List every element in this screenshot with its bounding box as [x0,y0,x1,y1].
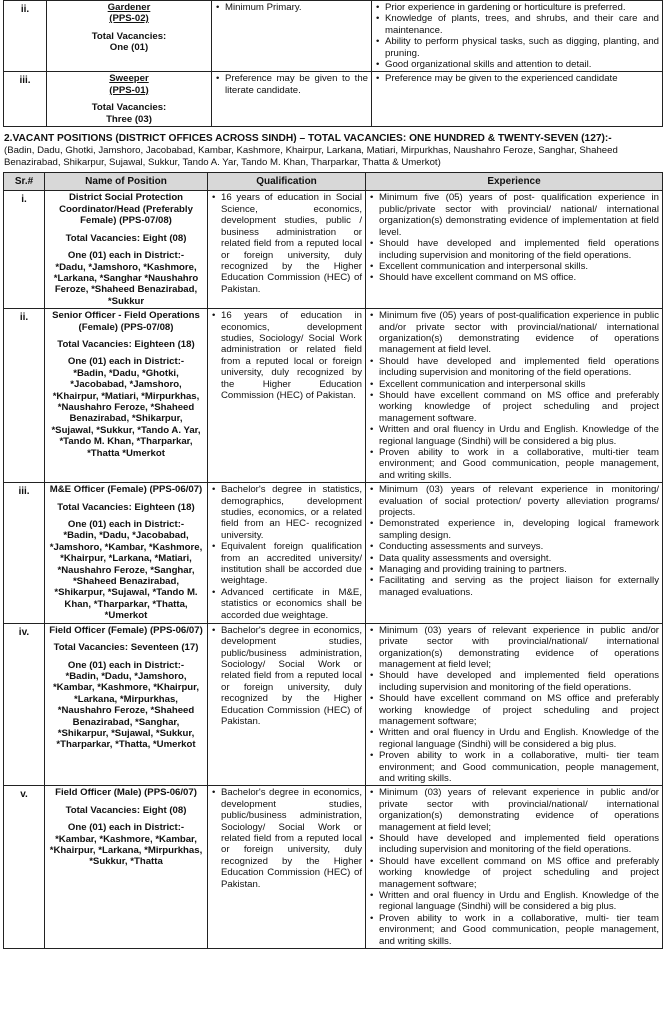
experience-item: • Demonstrated experience in, developing logical framework sampling design. [369,518,659,541]
experience-item: • Should have developed and implemented field operations including supervision and monitoring of the field operations. [369,356,659,379]
top-positions-body [4,1,663,127]
experience-item: • Excellent communication and interpersonal skills [369,379,659,390]
district-label: One (01) each in District:- [67,356,185,368]
position-title: District Social Protection Coordinator/Head (Preferably Female) (PPS-07/08) [59,192,193,227]
district-label: One (01) each in District:- [67,250,185,262]
position-title: Gardener [107,2,151,13]
row-sr: v. [4,786,45,949]
experience-cell [366,309,663,483]
district-list: *Badin, *Dadu, *Ghotki, *Jacobabad, *Jamshoro, *Khairpur, *Matiari, *Mirpurkhas, *Naushahro Feroze, *Shaheed Benazirabad, *Shikarpur, *Sujawal, *Sukkur, *Tando A. Yar, *Tando M. Khan, *Tharparkar, *Thatta *Umerkot [51,367,201,459]
experience-item-list [375,73,659,84]
vacancies-count: Total Vacancies: Eight (08) [65,804,187,816]
table-row [4,786,663,949]
row-sr: i. [4,191,45,309]
experience-item: • Minimum (03) years of relevant experience in public and/or private sector with provincial/national/ international organization(s) demonstrating evidence of operations management at field level; [369,625,659,671]
district-positions-table [3,172,663,949]
table-row [4,72,663,127]
row-sr: ii. [4,309,45,483]
table-row [4,1,663,72]
vacancies-value: One (01) [109,42,149,54]
experience-item: • Minimum five (05) years of post- qualification experience in public/private sector with provincial/ national/ international organization(s) demonstrating evidence of implementation at field level. [369,192,659,238]
position-cell [47,1,212,72]
experience-item: • Should have excellent command on MS office and preferably working knowledge of project scheduling and project management software; [369,693,659,727]
experience-item-list [369,484,659,598]
table-row [4,309,663,483]
experience-cell [372,72,663,127]
experience-item: • Excellent communication and interpersonal skills. [369,261,659,272]
table-row [4,483,663,623]
experience-item-list [369,787,659,947]
position-cell [47,72,212,127]
experience-item-list [375,2,659,70]
experience-cell [366,191,663,309]
position-cell [45,309,208,483]
header-position: Name of Position [45,173,208,191]
experience-cell [366,483,663,623]
experience-item: • Should have excellent command on MS office and preferably working knowledge of project scheduling and project management software; [369,856,659,890]
position-title: M&E Officer (Female) (PPS-06/07) [49,484,203,496]
experience-cell [372,1,663,72]
experience-item: • Minimum (03) years of relevant experience in monitoring/ evaluation of social protection/ poverty alleviation programs/ projects. [369,484,659,518]
position-title: Senior Officer - Field Operations (Female) (PPS-07/08) [52,310,200,333]
position-cell [45,623,208,786]
experience-item: • Proven ability to work in a collaborative, multi- tier team environment; and Good communication, people management, and writing skills. [369,913,659,947]
qualification-item-list [211,192,362,295]
qualification-item-list [211,625,362,728]
section-2-title: 2.VACANT POSITIONS (DISTRICT OFFICES ACROSS SINDH) – TOTAL VACANCIES: ONE HUNDRED & TWENTY-SEVEN (127):- [4,133,612,145]
qualification-item-list [211,787,362,890]
experience-item: • Should have excellent command on MS office. [369,272,659,283]
experience-item: • Should have developed and implemented field operations including supervision and monitoring of the field operations. [369,670,659,693]
experience-item-list [369,192,659,283]
experience-item-list [369,625,659,785]
position-title: Sweeper [109,73,149,85]
experience-item: • Should have developed and implemented field operations including supervision and monitoring of the field operations. [369,833,659,856]
district-label: One (01) each in District:- [67,519,185,531]
position-cell [45,786,208,949]
qualification-item: • Bachelor's degree in economics, development studies, public/business administration, Sociology/ Social Work or related field from a reputed local or foreign university, duly recognized by the Higher Education Commission (HEC) of Pakistan. [211,625,362,728]
experience-item: • Minimum (03) years of relevant experience in public and/or private sector with provincial/national/ international organization(s) demonstrating evidence of operations management at field level; [369,787,659,833]
qualification-item: • Bachelor's degree in economics, development studies, public/business administration, Sociology/ Social Work or related field from a reputed local or foreign university, duly recognized by the Higher Education Commission (HEC) of Pakistan. [211,787,362,890]
experience-item: • Minimum five (05) years of post-qualification experience in public and/or private sector with provincial/national/ international organization(s) demonstrating evidence of operations management at field level. [369,310,659,356]
header-experience: Experience [366,173,663,191]
qualification-item: • 16 years of education in Social Science, economics, development studies, public / business administration or related field from a reputed local or foreign university, duly recognized by the Higher Education Commission (HEC) of Pakistan. [211,192,362,295]
experience-cell [366,786,663,949]
experience-item: • Prior experience in gardening or horticulture is preferred. [375,2,659,13]
vacancies-value: Three (03) [106,113,152,125]
qualification-cell [208,623,366,786]
qualification-item-list [215,2,368,13]
qualification-cell [208,483,366,623]
table-row [4,191,663,309]
experience-item: • Should have excellent command on MS office and preferably working knowledge of project scheduling and project management software. [369,390,659,424]
qualification-item: • Bachelor's degree in statistics, demographics, development studies, economics, or a related field from an HEC- recognized university. [211,484,362,541]
district-list: *Dadu, *Jamshoro, *Kashmore, *Larkana, *Sanghar *Naushahro Feroze, *Shaheed Benazirabad, *Sukkur [53,261,199,307]
vacancies-count: Total Vacancies: Seventeen (17) [53,642,199,654]
qualification-item: • Equivalent foreign qualification from an accredited university/ institution shall be accorded due weightage. [211,541,362,587]
experience-item-list [369,310,659,481]
district-list: *Badin, *Dadu, *Jacobabad, *Jamshoro, *Kambar, *Kashmore, *Khairpur, *Larkana, *Matiari, *Naushahro Feroze, *Sanghar, *Shaheed Benazirabad, *Shikarpur, *Sujawal, *Tando M. Khan, *Tharparkar, *Thatta, *Umerkot [49,530,203,622]
qualification-item: • Minimum Primary. [215,2,368,13]
district-label: One (01) each in District:- [67,659,185,671]
row-sr: ii. [4,1,47,72]
qualification-item: • Preference may be given to the literate candidate. [215,73,368,96]
vacancies-label: Total Vacancies: [91,102,167,114]
experience-item: • Preference may be given to the experienced candidate [375,73,659,84]
position-code: (PPS-01) [109,84,149,96]
qualification-cell [208,309,366,483]
experience-cell [366,623,663,786]
experience-item: • Written and oral fluency in Urdu and English. Knowledge of the regional language (Sindhi) will be considered a big plus. [369,424,659,447]
experience-item: • Facilitating and serving as the project liaison for externally managed evaluations. [369,575,659,598]
top-positions-table [3,0,663,127]
vacancies-label: Total Vacancies: [91,30,167,42]
qualification-item: • 16 years of education in economics, development studies, Sociology/ Social Work administration or related field from a reputed local or foreign university, duly recognized by the Higher Education Commission (HEC) of Pakistan. [211,310,362,401]
experience-item: • Good organizational skills and attention to detail. [375,59,659,70]
row-sr: iii. [4,483,45,623]
experience-item: • Ability to perform physical tasks, such as digging, planting, and pruning. [375,36,659,59]
position-title: Field Officer (Female) (PPS-06/07) [49,624,203,636]
position-cell [45,191,208,309]
qualification-item: • Advanced certificate in M&E, statistics or economics shall be accorded due weightage. [211,587,362,621]
qualification-cell [208,191,366,309]
qualification-item-list [211,484,362,621]
experience-item: • Proven ability to work in a collaborative, multi- tier team environment; and Good communication, people management, and writing skills. [369,750,659,784]
district-positions-body [4,191,663,949]
position-cell [45,483,208,623]
experience-item: • Proven ability to work in a collaborative, multi-tier team environment; and Good communication, people management, and writing skills. [369,447,659,481]
vacancies-count: Total Vacancies: Eight (08) [65,232,187,244]
qualification-cell [212,1,372,72]
header-qualification: Qualification [208,173,366,191]
experience-item: • Managing and providing training to partners. [369,564,659,575]
district-list: *Kambar, *Kashmore, *Kambar, *Khairpur, *Larkana, *Mirpurkhas, *Sukkur, *Thatta [49,833,203,868]
experience-item: • Conducting assessments and surveys. [369,541,659,552]
position-title: Field Officer (Male) (PPS-06/07) [55,787,197,799]
qualification-item-list [211,310,362,401]
experience-item: • Should have developed and implemented field operations including supervision and monitoring of the field operations. [369,238,659,261]
experience-item: • Data quality assessments and oversight. [369,553,659,564]
experience-item: • Written and oral fluency in Urdu and English. Knowledge of the regional language (Sindhi) will be considered a big plus. [369,890,659,913]
qualification-item-list [215,73,368,96]
experience-item: • Written and oral fluency in Urdu and English. Knowledge of the regional language (Sindhi) will be considered a big plus. [369,727,659,750]
table-row [4,623,663,786]
vacancies-count: Total Vacancies: Eighteen (18) [57,501,195,513]
row-sr: iii. [4,72,47,127]
qualification-cell [212,72,372,127]
header-sr: Sr.# [4,173,45,191]
district-label: One (01) each in District:- [67,822,185,834]
qualification-cell [208,786,366,949]
row-sr: iv. [4,623,45,786]
experience-item: • Knowledge of plants, trees, and shrubs, and their care and maintenance. [375,13,659,36]
section-2-districts: (Badin, Dadu, Ghotki, Jamshoro, Jacobabad, Kambar, Kashmore, Khairpur, Larkana, Matiari, Mirpurkhas, Naushahro Feroze, Sanghar, Shaheed Benazirabad, Shikarpur, Sujawal, Sukkur, Tando A. Yar, Tando M. Khan, Tharparkar, Thatta & Umerkot) [4,145,618,168]
vacancies-count: Total Vacancies: Eighteen (18) [57,338,195,350]
position-code: (PPS-02) [109,13,149,25]
table-header-row [4,173,663,191]
district-list: *Badin, *Dadu, *Jamshoro, *Kambar, *Kashmore, *Khairpur, *Larkana, *Mirpurkhas, *Naushahro Feroze, *Shaheed Benazirabad, *Sanghar, *Shikarpur, *Sujawal, *Sukkur, *Tharparkar, *Thatta, *Umerkot [52,670,200,751]
